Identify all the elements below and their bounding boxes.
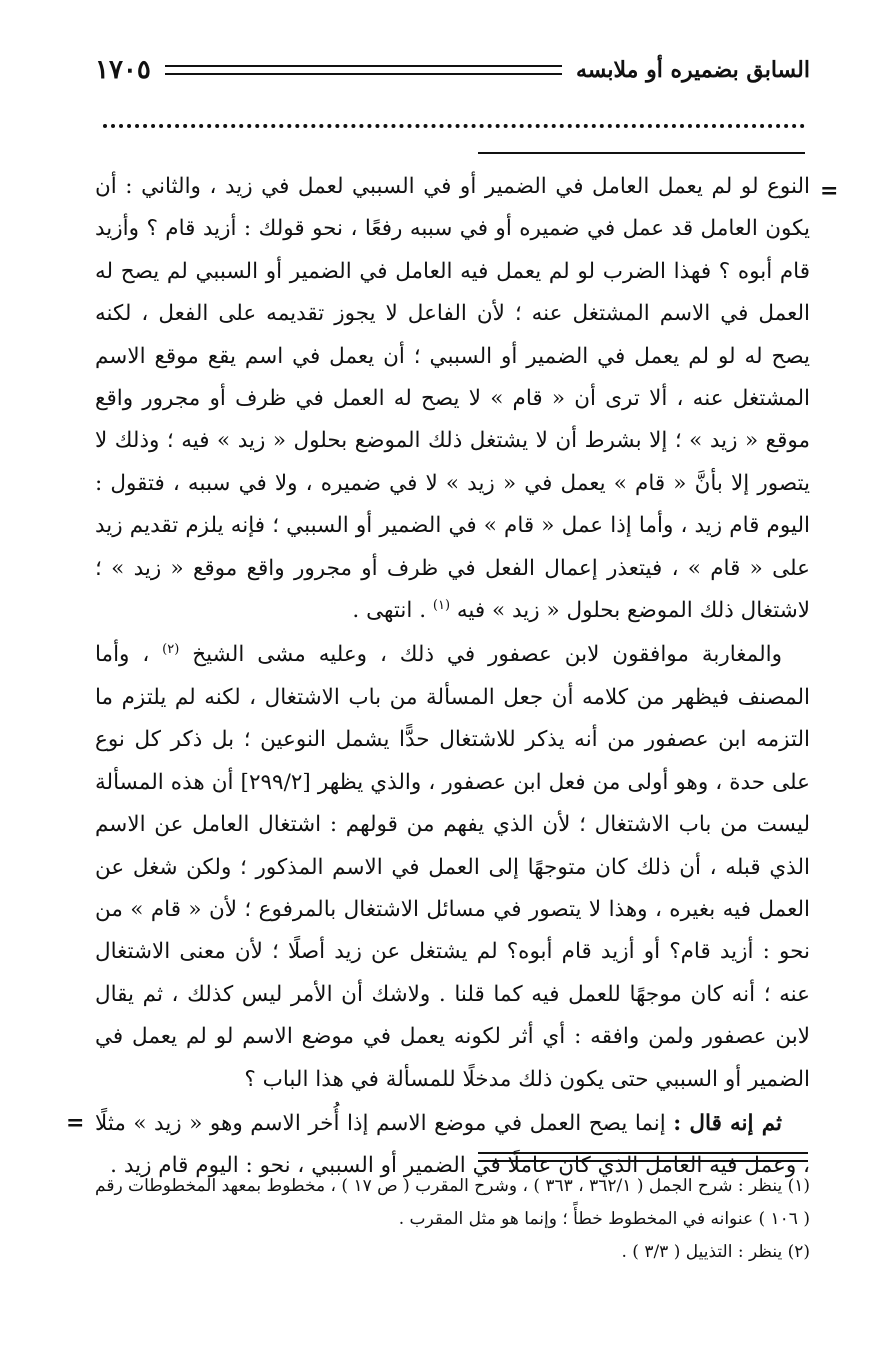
paragraph-text: إنما يصح العمل في موضع الاسم إذا أُخر الاسم وهو « زيد » مثلًا ، وعمل فيه العامل الذي كان عاملًا في الضمير أو السببي ، نحو : اليوم قام زيد .	[95, 1110, 810, 1179]
footnote-1: (١) ينظر : شرح الجمل ( ٣٦٢/١ ، ٣٦٣ ) ، وشرح المقرب ( ص ١٧ ) ، مخطوط بمعهد المخطوطات رقم ( ١٠٦ ) عنوانه في المخطوط خطأً ؛ وإنما هو مثل المقرب .	[95, 1176, 811, 1229]
dotted-separator	[103, 124, 805, 128]
footnotes	[95, 1170, 810, 1269]
footnote-2: (٢) ينظر : التذييل ( ٣/٣ ) .	[621, 1242, 810, 1262]
page-number: ١٧٠٥	[95, 55, 151, 85]
paragraph	[95, 634, 810, 1100]
footnote-ref-2[interactable]: (٢)	[162, 642, 180, 658]
continuation-mark-top: =	[820, 178, 839, 204]
paragraph-ending: . انتهى .	[352, 598, 427, 624]
footnote-separator	[478, 1152, 808, 1162]
paragraph-text: والمغاربة موافقون لابن عصفور في ذلك ، وعليه مشى الشيخ	[192, 642, 782, 668]
running-title: السابق بضميره أو ملابسه	[575, 57, 810, 83]
paragraph-text: ، وأما المصنف فيظهر من كلامه أن جعل المسألة من باب الاشتغال ، لكنه لم يلتزم ما التزمه ابن عصفور من أنه يذكر للاشتغال حدًّا يشمل النوعين ؛ بل ذكر كل نوع على حدة ، وهو أولى من فعل ابن عصفور ، والذي يظهر [٢٩٩/٢] أن هذه المسألة ليست من باب الاشتغال ؛ لأن الذي يفهم من قولهم : اشتغال العامل عن الاسم الذي قبله ، أن ذلك كان متوجهًا إلى العمل في الاسم المذكور ؛ ولكن شغل عن العمل فيه بغيره ، وهذا لا يتصور في مسائل الاشتغال بالمرفوع ؛ لأن « قام » من نحو : أزيد قام؟ أو أزيد قام أبوه؟ لم يشتغل عن زيد أصلًا ؛ لأن معنى الاشتغال عنه ؛ أنه كان موجهًا للعمل فيه كما قلنا . ولاشك أن الأمر ليس كذلك ، ثم يقال لابن عصفور ولمن وافقه : أي أثر لكونه يعمل في موضع الاسم لو لم يعمل في الضمير أو السببي حتى يكون ذلك مدخلًا للمسألة في هذا الباب ؟	[95, 642, 810, 1092]
footnote-ref-1[interactable]: (١)	[432, 597, 451, 613]
header-double-rule	[165, 65, 562, 75]
main-text	[95, 166, 810, 1188]
paragraph-text: النوع لو لم يعمل العامل في الضمير أو في السببي لعمل في زيد ، والثاني : أن يكون العامل قد عمل في ضميره أو في سببه رفعًا ، نحو قولك : أزيد قام ؟ وأزيد قام أبوه ؟ فهذا الضرب لو لم يعمل فيه العامل في الضمير أو السببي لم يصح له العمل في الاسم المشتغل عنه ؛ لأن الفاعل لا يجوز تقديمه على الفعل ، لكنه يصح له لو لم يعمل في الضمير أو السببي ؛ أن يعمل في اسم يقع موقع الاسم المشتغل عنه ، ألا ترى أن « قام » لا يصح له العمل في ظرف أو مجرور واقع موقع « زيد » ؛ إلا بشرط أن لا يشتغل ذلك الموضع بحلول « زيد » فيه ؛ وذلك لا يتصور إلا بأنَّ « قام » يعمل في « زيد » لا في ضميره ، ولا في سببه ، فتقول : اليوم قام زيد ، وأما إذا عمل « قام » في الضمير أو السببي ؛ فإنه يلزم تقديم زيد على « قام » ، فيتعذر إعمال الفعل في ظرف أو مجرور واقع موقع « زيد » ؛ لاشتغال ذلك الموضع بحلول « زيد » فيه	[95, 174, 810, 624]
paragraph-lead: ثم إنه قال :	[673, 1110, 782, 1136]
paragraph-continued	[95, 166, 810, 632]
running-header	[95, 50, 810, 90]
continuation-mark-bottom: =	[66, 1110, 85, 1136]
short-separator	[478, 152, 805, 154]
